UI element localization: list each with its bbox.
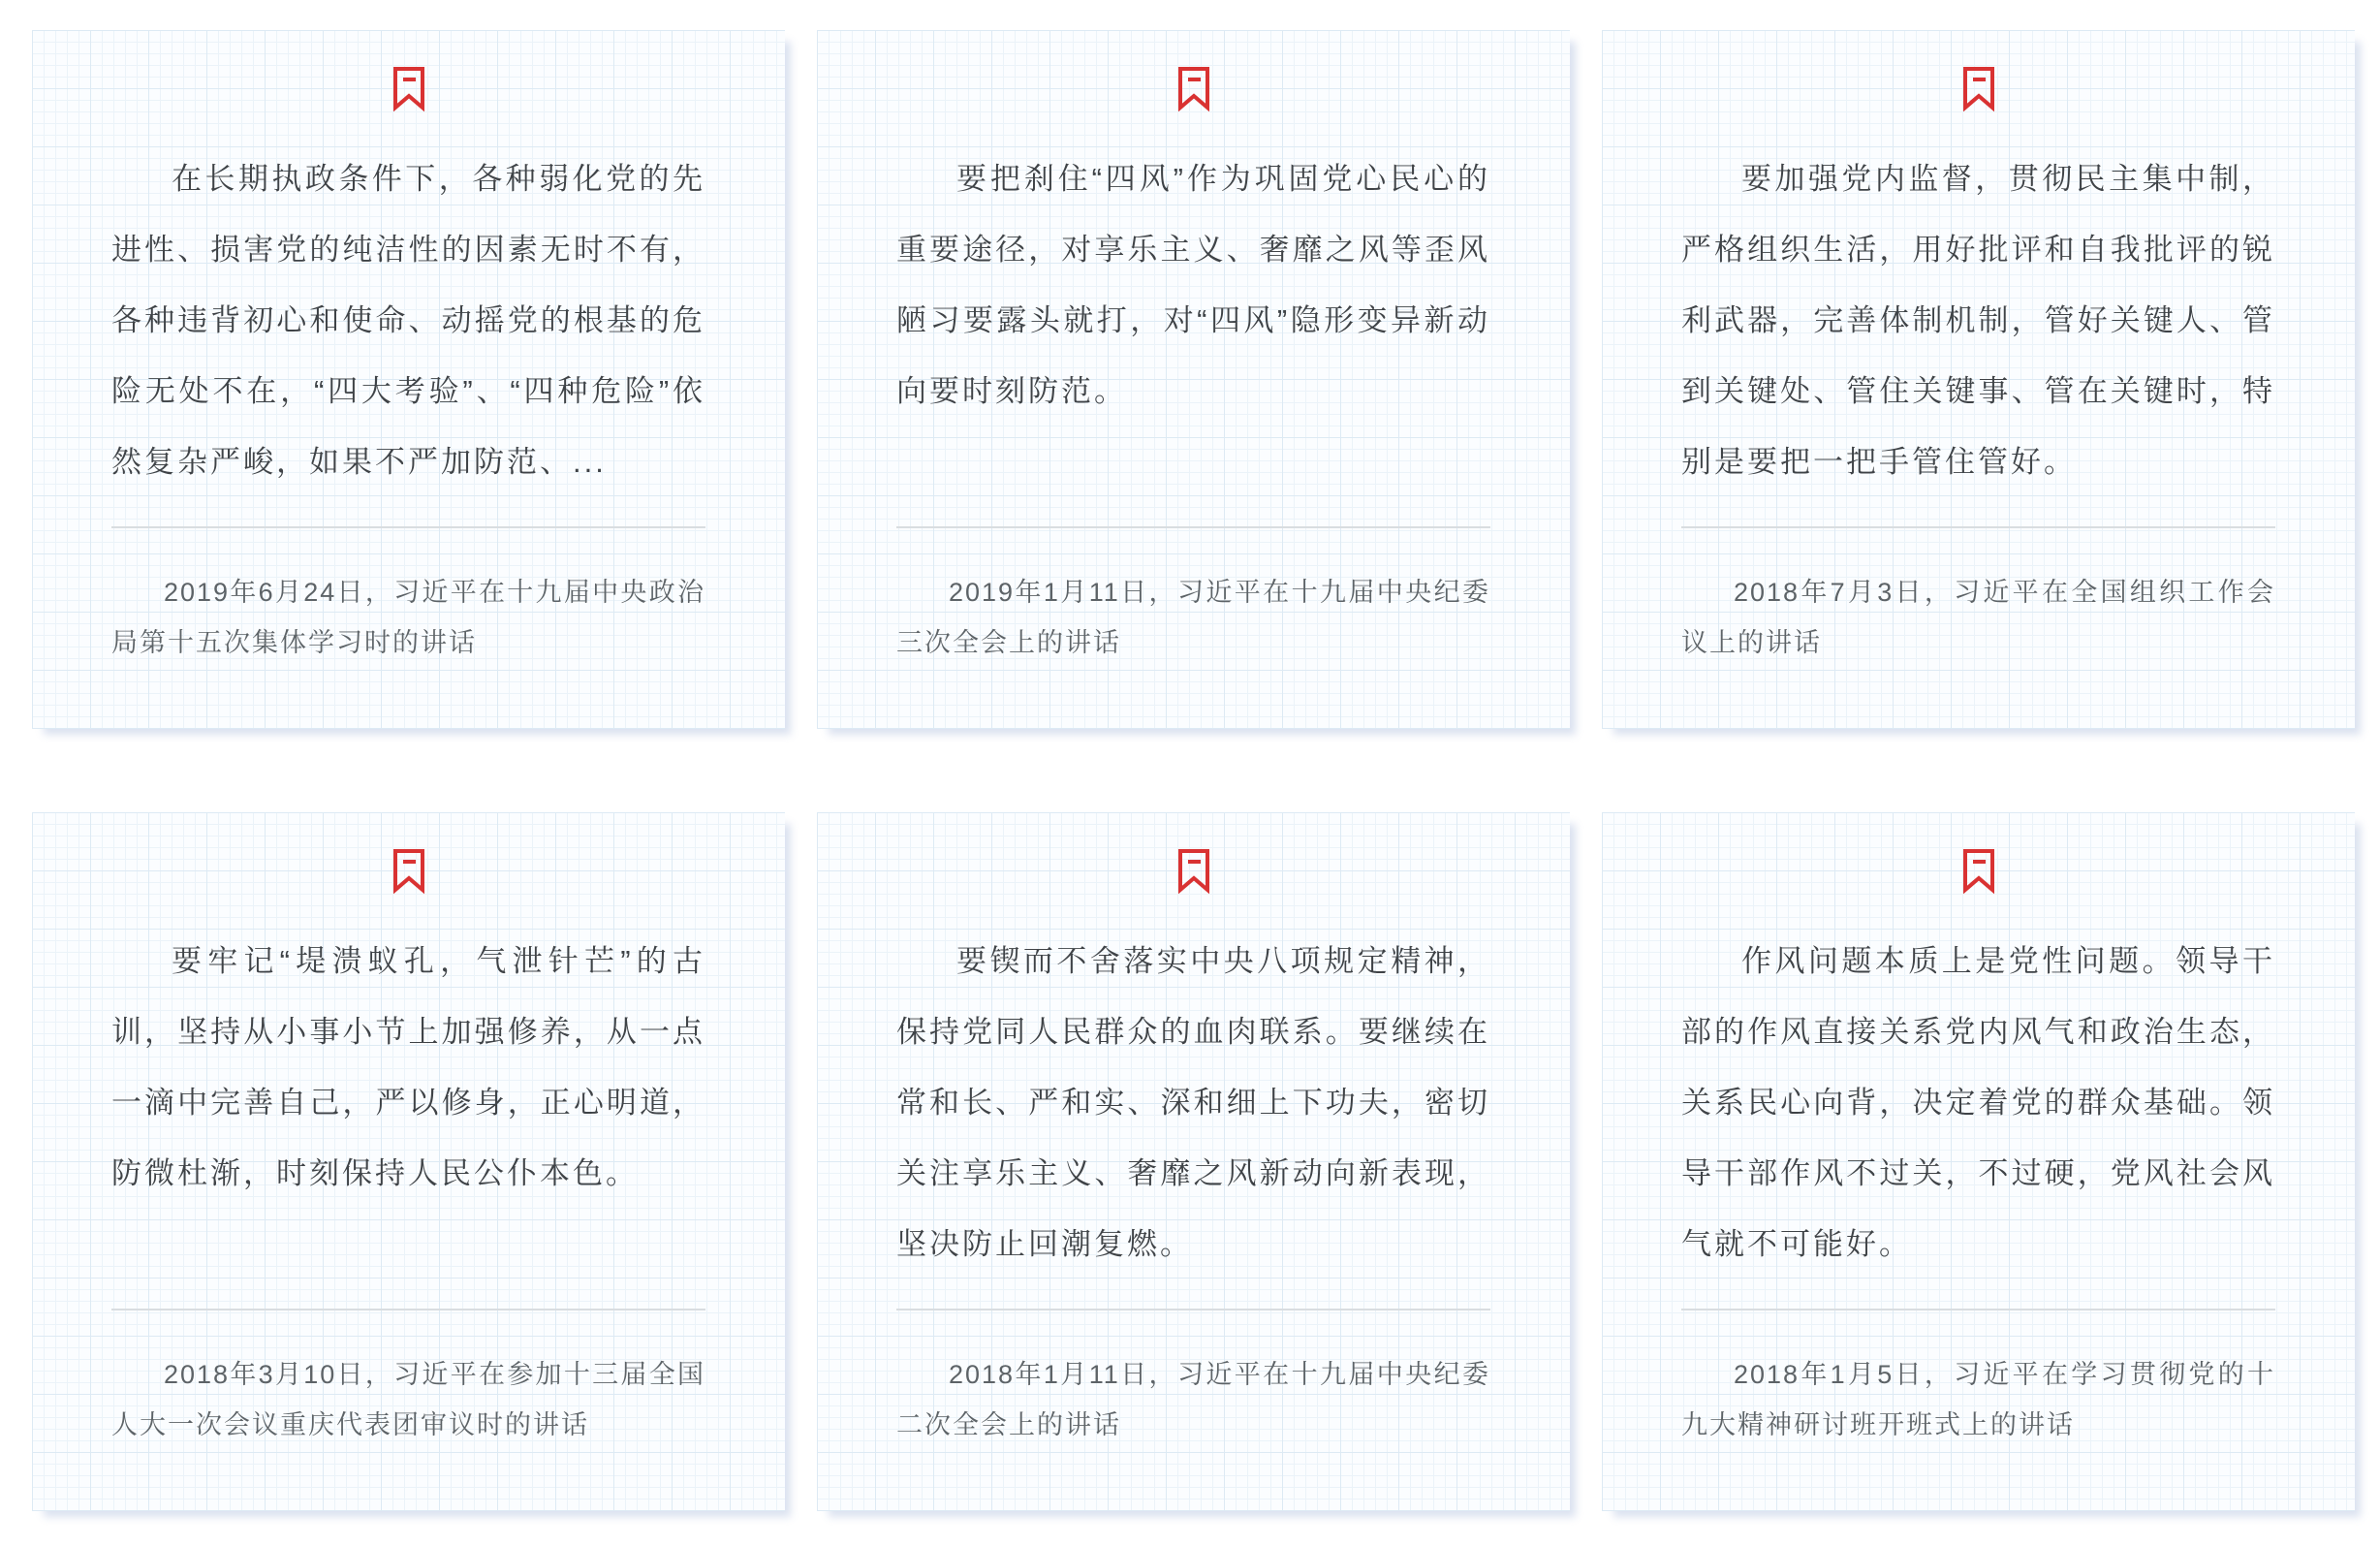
divider — [896, 1309, 1490, 1310]
quote-card[interactable] — [32, 812, 785, 1511]
bookmark-icon — [1681, 847, 2275, 894]
divider — [111, 1309, 705, 1310]
quote-card[interactable] — [1602, 30, 2355, 729]
quote-source: 2019年6月24日，习近平在十九届中央政治局第十五次集体学习时的讲话 — [111, 578, 705, 657]
bookmark-icon — [896, 65, 1490, 111]
quote-card[interactable] — [32, 30, 785, 729]
bookmark-icon — [1681, 65, 2275, 111]
bookmark-icon — [896, 847, 1490, 894]
bookmark-icon — [111, 65, 705, 111]
quote-card[interactable] — [817, 30, 1570, 729]
bookmark-icon — [111, 847, 705, 894]
quote-source: 2018年1月5日，习近平在学习贯彻党的十九大精神研讨班开班式上的讲话 — [1681, 1360, 2275, 1439]
quote-text: 要牢记“堤溃蚁孔，气泄针芒”的古训，坚持从小事小节上加强修养，从一点一滴中完善自己，严以修身，正心明道，防微杜渐，时刻保持人民公仆本色。 — [111, 944, 705, 1190]
quote-text: 要锲而不舍落实中央八项规定精神，保持党同人民群众的血肉联系。要继续在常和长、严和实、深和细上下功夫，密切关注享乐主义、奢靡之风新动向新表现，坚决防止回潮复燃。 — [896, 944, 1490, 1261]
quote-source: 2018年7月3日，习近平在全国组织工作会议上的讲话 — [1681, 578, 2275, 657]
quote-text: 作风问题本质上是党性问题。领导干部的作风直接关系党内风气和政治生态，关系民心向背，决定着党的群众基础。领导干部作风不过关，不过硬，党风社会风气就不可能好。 — [1681, 944, 2275, 1261]
divider — [111, 526, 705, 528]
divider — [896, 526, 1490, 528]
quote-text: 在长期执政条件下，各种弱化党的先进性、损害党的纯洁性的因素无时不有，各种违背初心和使命、动摇党的根基的危险无处不在，“四大考验”、“四种危险”依然复杂严峻，如果不严加防范、... — [111, 162, 705, 479]
quote-card[interactable] — [817, 812, 1570, 1511]
quote-source: 2018年3月10日，习近平在参加十三届全国人大一次会议重庆代表团审议时的讲话 — [111, 1360, 705, 1439]
quote-text: 要把刹住“四风”作为巩固党心民心的重要途径，对享乐主义、奢靡之风等歪风陋习要露头就打，对“四风”隐形变异新动向要时刻防范。 — [896, 162, 1490, 408]
quote-card[interactable] — [1602, 812, 2355, 1511]
quote-text: 要加强党内监督，贯彻民主集中制，严格组织生活，用好批评和自我批评的锐利武器，完善体制机制，管好关键人、管到关键处、管住关键事、管在关键时，特别是要把一把手管住管好。 — [1681, 162, 2275, 479]
divider — [1681, 526, 2275, 528]
divider — [1681, 1309, 2275, 1310]
quote-source: 2018年1月11日，习近平在十九届中央纪委二次全会上的讲话 — [896, 1360, 1490, 1439]
quote-source: 2019年1月11日，习近平在十九届中央纪委三次全会上的讲话 — [896, 578, 1490, 657]
